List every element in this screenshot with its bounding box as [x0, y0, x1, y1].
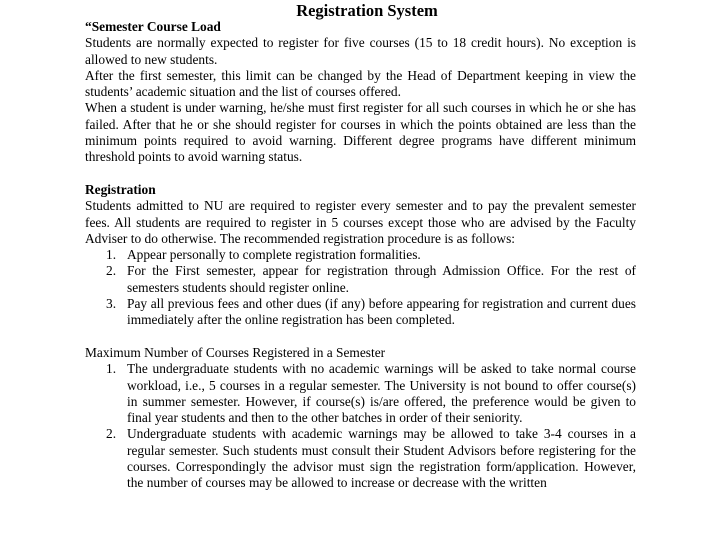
list-item-text: Appear personally to complete registration formalities. — [127, 247, 421, 263]
list-item-text: The undergraduate students with no academic warnings will be asked to take normal course workload, i.e., 5 courses in a regular semester. The University is not bound to offer course(s) in summer semester. However, if course(s) is/are offered, the preference would be given to final year students and then to the other batches in order of their seniority. — [127, 361, 636, 426]
paragraph-course-count: Students are normally expected to register for five courses (15 to 18 credit hours). No exception is allowed to new students. — [85, 35, 636, 67]
list-item-number: 1. — [106, 361, 117, 377]
list-item — [85, 247, 636, 263]
list-item — [85, 426, 636, 491]
registration-steps-list — [85, 247, 636, 328]
semester-course-load-heading: “Semester Course Load — [85, 19, 221, 34]
list-item-number: 1. — [106, 247, 117, 263]
registration-heading: Registration — [85, 181, 156, 197]
document-body — [85, 19, 636, 492]
list-item-text: Undergraduate students with academic warnings may be allowed to take 3-4 courses in a regular semester. Such students must consult their Student Advisors before registering for the courses. Correspondingly the advisor must sign the registration form/application. However, the number of courses may be allowed to increase or decrease with the written — [127, 426, 636, 491]
document-title: Registration System — [296, 1, 438, 20]
spacer — [85, 166, 636, 182]
registration-intro: Students admitted to NU are required to register every semester and to pay the prevalent semester fees. All students are required to register in 5 courses except those who are advised by the Faculty Adviser to do otherwise. The recommended registration procedure is as follows: — [85, 198, 636, 246]
list-item — [85, 361, 636, 426]
max-courses-list — [85, 361, 636, 491]
list-item-number: 2. — [106, 426, 117, 442]
list-item-text: For the First semester, appear for registration through Admission Office. For the rest of semesters students should register online. — [127, 263, 636, 295]
list-item-number: 2. — [106, 263, 117, 279]
list-item — [85, 263, 636, 296]
max-courses-heading: Maximum Number of Courses Registered in a Semester — [85, 344, 386, 360]
paragraph-warning: When a student is under warning, he/she must first register for all such courses in which he or she has failed. After that he or she should register for courses in which the points obtained are less than the minimum points required to avoid warning. Different degree programs have different minimum threshold points to avoid warning status. — [85, 100, 636, 165]
paragraph-limit-change: After the first semester, this limit can be changed by the Head of Department keeping in view the students’ academic situation and the list of courses offered. — [85, 67, 636, 100]
list-item-number: 3. — [106, 296, 117, 312]
spacer — [85, 329, 636, 345]
list-item-text: Pay all previous fees and other dues (if any) before appearing for registration and current dues immediately after the online registration has been completed. — [127, 296, 636, 328]
list-item — [85, 296, 636, 329]
